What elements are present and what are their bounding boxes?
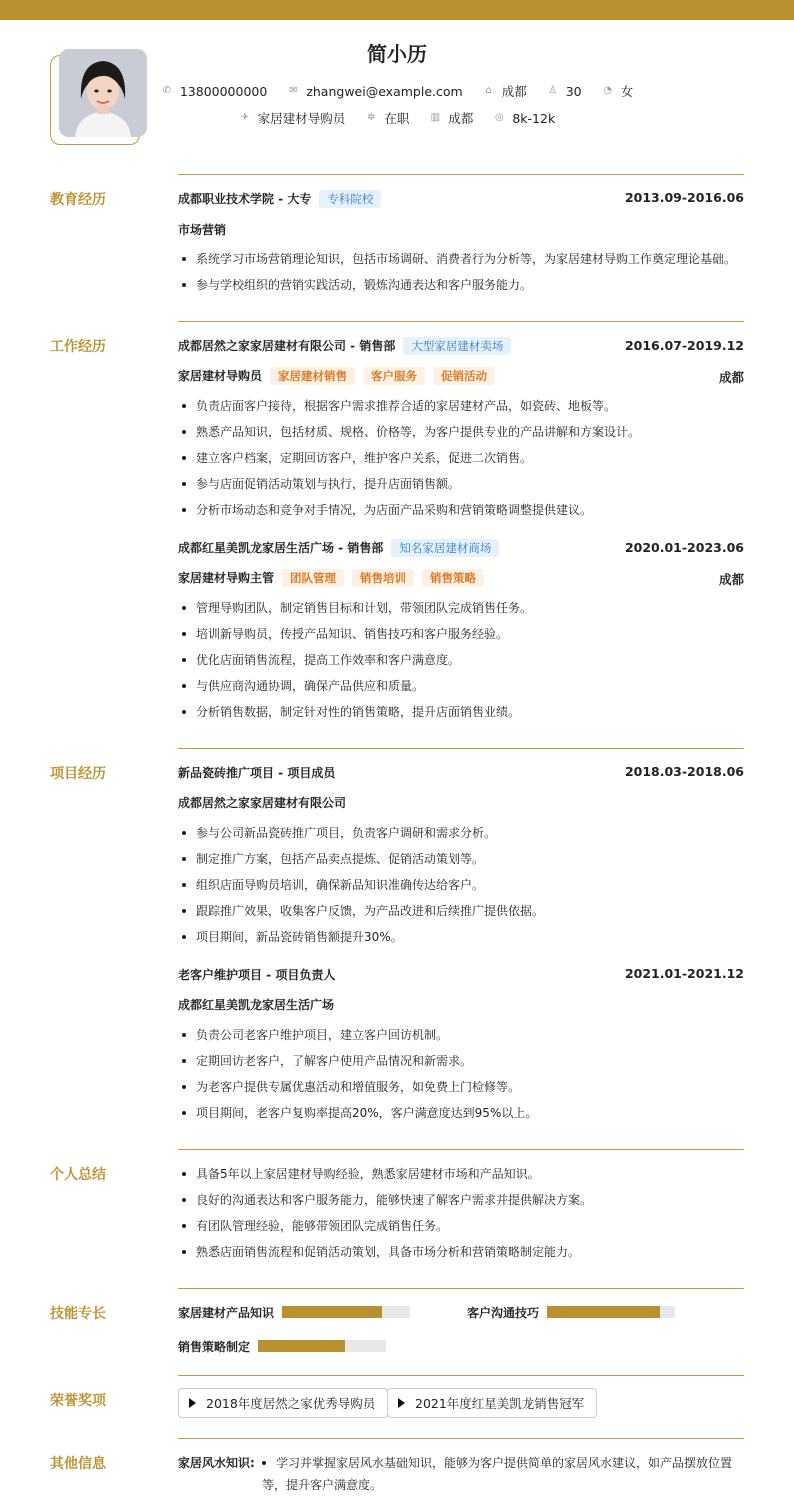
list-item: 与供应商沟通协调，确保产品供应和质量。 (182, 677, 424, 694)
city: 成都 (501, 84, 527, 99)
work-role-line (178, 367, 495, 385)
skill-bar (258, 1340, 386, 1352)
mail-icon: ✉ (289, 85, 298, 96)
work-role: 家居建材导购员 (178, 369, 263, 383)
skill-bar-fill (547, 1306, 660, 1318)
age: 30 (565, 83, 582, 99)
award-label: 2021年度红星美凯龙销售冠军 (415, 1396, 585, 1411)
skill-bar (282, 1306, 410, 1318)
list-item: 参与学校组织的营销实践活动，锻炼沟通表达和客户服务能力。 (182, 276, 532, 293)
list-item: 为老客户提供专属优惠活动和增值服务，如免费上门检修等。 (182, 1078, 520, 1095)
skill-label: 销售策略制定 (178, 1340, 251, 1354)
list-item: 分析市场动态和竞争对手情况，为店面产品采购和营销策略调整提供建议。 (182, 501, 592, 518)
list-item: 分析销售数据，制定针对性的销售策略，提升店面销售业绩。 (182, 703, 520, 720)
project-org: 成都红星美凯龙家居生活广场 (178, 998, 335, 1012)
work-company-line (178, 539, 499, 557)
list-item: 熟悉产品知识，包括材质、规格、价格等，为客户提供专业的产品讲解和方案设计。 (182, 423, 640, 440)
education-school-line (178, 190, 381, 208)
section-title-education: 教育经历 (50, 192, 106, 208)
building-icon: ▥ (430, 112, 441, 123)
section-title-awards: 荣誉奖项 (50, 1393, 106, 1409)
gender-icon: ◔ (603, 85, 612, 96)
status-icon: ✲ (367, 112, 376, 123)
person-name: 简小历 (367, 42, 427, 66)
award-item[interactable] (387, 1388, 597, 1418)
list-item: 项目期间，新品瓷砖销售额提升30%。 (182, 928, 403, 945)
list-item: 参与公司新品瓷砖推广项目，负责客户调研和需求分析。 (182, 824, 496, 841)
desired-city: 成都 (448, 111, 474, 126)
work-company-line (178, 337, 511, 355)
project-date: 2021.01-2021.12 (624, 966, 744, 981)
list-item: 良好的沟通表达和客户服务能力，能够快速了解客户需求并提供解决方案。 (182, 1191, 592, 1208)
other-label: 家居风水知识: (178, 1456, 255, 1470)
section-title-work: 工作经历 (50, 339, 106, 355)
education-major: 市场营销 (178, 223, 227, 237)
salary-icon: ◎ (494, 112, 504, 123)
education-tag: 专科院校 (319, 190, 381, 208)
section-title-other: 其他信息 (50, 1456, 106, 1472)
briefcase-icon: ✈ (240, 112, 249, 123)
list-item: 具备5年以上家居建材导购经验，熟悉家居建材市场和产品知识。 (182, 1165, 540, 1182)
education-divider (178, 174, 744, 175)
list-item: 熟悉店面销售流程和促销活动策划，具备市场分析和营销策略制定能力。 (182, 1243, 580, 1260)
work-date: 2020.01-2023.06 (624, 540, 744, 555)
job-status: 在职 (384, 111, 410, 126)
skill-tag: 客户服务 (363, 367, 425, 385)
job-target: 家居建材导购员 (257, 111, 346, 126)
list-item: 有团队管理经验，能够带领团队完成销售任务。 (182, 1217, 448, 1234)
work-role: 家居建材导购主管 (178, 571, 275, 585)
other-divider (178, 1438, 744, 1439)
top-accent-bar (0, 0, 794, 20)
list-item: 组织店面导购员培训，确保新品知识准确传达给客户。 (182, 876, 484, 893)
phone-icon: ✆ (162, 85, 172, 96)
section-title-skills: 技能专长 (50, 1306, 106, 1322)
award-item[interactable] (178, 1388, 388, 1418)
project-org: 成都居然之家家居建材有限公司 (178, 796, 347, 810)
project-title: 新品瓷砖推广项目 - 项目成员 (178, 766, 336, 780)
age-icon: ♙ (548, 85, 558, 96)
awards-divider (178, 1375, 744, 1376)
list-item: 定期回访老客户，了解客户使用产品情况和新需求。 (182, 1052, 472, 1069)
project-date: 2018.03-2018.06 (624, 764, 744, 779)
home-icon: ⌂ (485, 85, 492, 96)
skill-bar (547, 1306, 675, 1318)
skills-divider (178, 1288, 744, 1289)
work-company: 成都居然之家家居建材有限公司 - 销售部 (178, 339, 396, 353)
education-school: 成都职业技术学院 - 大专 (178, 192, 312, 206)
work-company: 成都红星美凯龙家居生活广场 - 销售部 (178, 541, 384, 555)
caret-right-icon (398, 1398, 405, 1408)
list-item: 项目期间，老客户复购率提高20%，客户满意度达到95%以上。 (182, 1104, 537, 1121)
project-title: 老客户维护项目 - 项目负责人 (178, 968, 336, 982)
email: zhangwei@example.com (306, 83, 463, 99)
list-item: 培训新导购员，传授产品知识、销售技巧和客户服务经验。 (182, 625, 508, 642)
work-location: 成都 (718, 572, 744, 587)
phone: 13800000000 (179, 83, 268, 99)
section-title-project: 项目经历 (50, 766, 106, 782)
work-location: 成都 (718, 370, 744, 385)
contact-row (0, 82, 794, 100)
caret-right-icon (189, 1398, 196, 1408)
skill-tag: 团队管理 (282, 569, 344, 587)
section-title-summary: 个人总结 (50, 1167, 106, 1183)
work-date: 2016.07-2019.12 (624, 338, 744, 353)
skill-tag: 销售培训 (352, 569, 414, 587)
summary-divider (178, 1149, 744, 1150)
gender: 女 (620, 84, 634, 99)
list-item: 学习并掌握家居风水基础知识，能够为客户提供简单的家居风水建议，如产品摆放位置 (262, 1454, 732, 1471)
project-divider (178, 748, 744, 749)
work-tag: 知名家居建材商场 (391, 539, 499, 557)
list-item: 参与店面促销活动策划与执行，提升店面销售额。 (182, 475, 460, 492)
skill-bar-fill (282, 1306, 382, 1318)
skill-tag: 促销活动 (433, 367, 495, 385)
list-item: 制定推广方案，包括产品卖点提炼、促销活动策划等。 (182, 850, 484, 867)
list-item: 优化店面销售流程，提高工作效率和客户满意度。 (182, 651, 460, 668)
skill-bar-fill (258, 1340, 345, 1352)
award-label: 2018年度居然之家优秀导购员 (206, 1396, 376, 1411)
salary: 8k-12k (512, 110, 556, 126)
list-item: 建立客户档案，定期回访客户，维护客户关系，促进二次销售。 (182, 449, 532, 466)
skill-label: 家居建材产品知识 (178, 1306, 275, 1320)
work-divider (178, 321, 744, 322)
skill-label: 客户沟通技巧 (467, 1306, 540, 1320)
list-item: 负责公司老客户维护项目，建立客户回访机制。 (182, 1026, 448, 1043)
other-text-continued: 等，提升客户满意度。 (262, 1478, 383, 1492)
skill-tag: 家居建材销售 (270, 367, 355, 385)
intent-row (0, 109, 794, 127)
skill-tag: 销售策略 (422, 569, 484, 587)
work-role-line (178, 569, 484, 587)
work-tag: 大型家居建材卖场 (403, 337, 511, 355)
education-date: 2013.09-2016.06 (624, 190, 744, 205)
list-item: 负责店面客户接待，根据客户需求推荐合适的家居建材产品，如瓷砖、地板等。 (182, 397, 616, 414)
list-item: 系统学习市场营销理论知识，包括市场调研、消费者行为分析等，为家居建材导购工作奠定理论基础。 (182, 250, 736, 267)
list-item: 跟踪推广效果，收集客户反馈，为产品改进和后续推广提供依据。 (182, 902, 544, 919)
list-item: 管理导购团队，制定销售目标和计划，带领团队完成销售任务。 (182, 599, 532, 616)
